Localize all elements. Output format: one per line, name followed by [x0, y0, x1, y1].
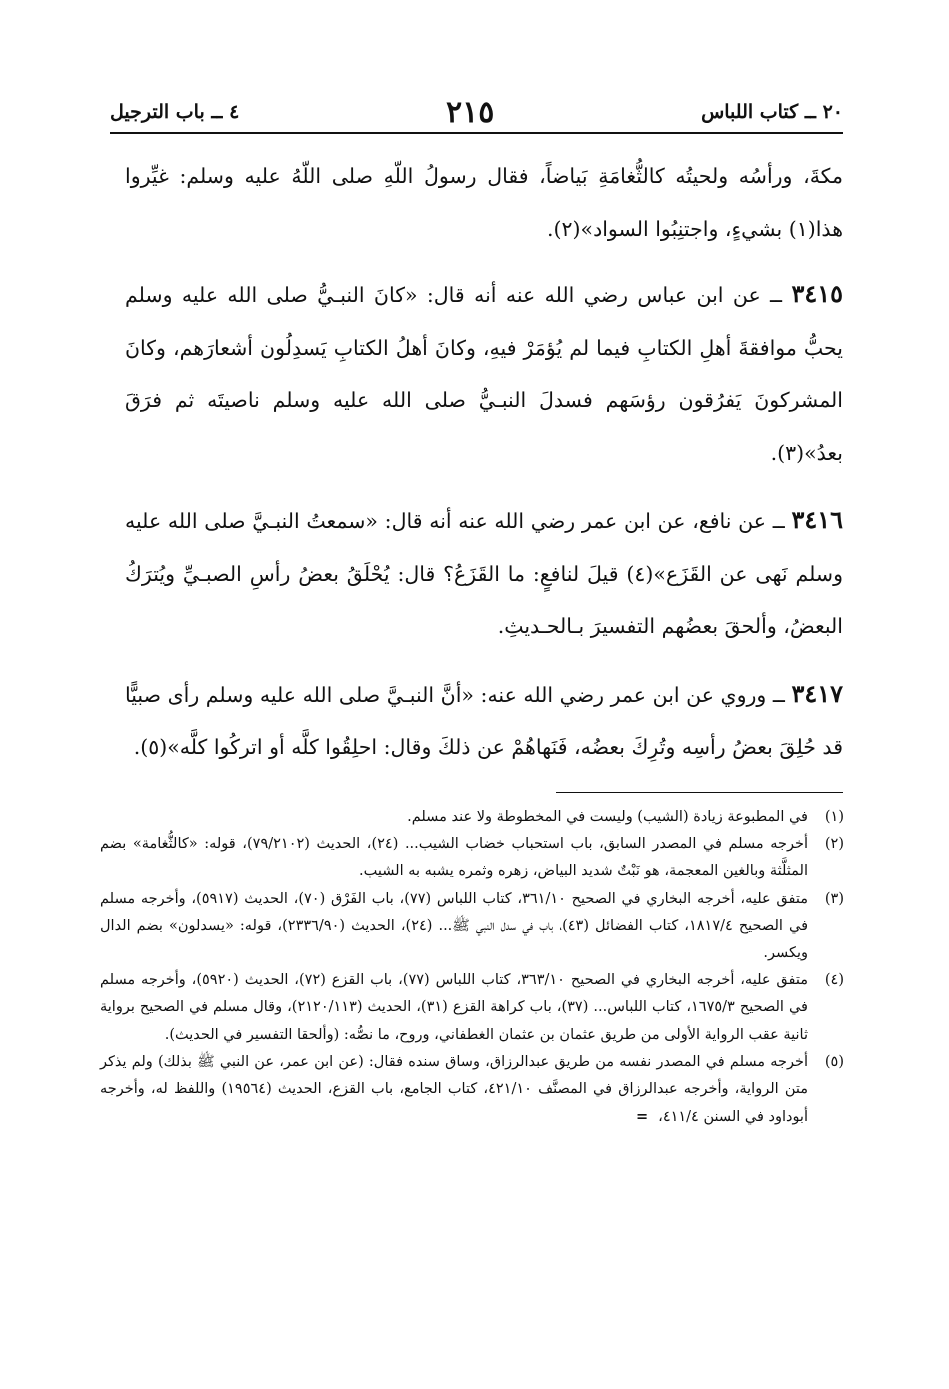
footnote-3	[100, 886, 844, 968]
section-title: ٤ ــ باب الترجيل	[110, 101, 240, 123]
footnote-marker: (٥)	[824, 1053, 844, 1070]
hadith-number: ٣٤١٧	[791, 678, 843, 708]
page-number: ٢١٥	[446, 94, 495, 130]
footnote-text: متفق عليه، أخرجه البخاري في الصحيح ٣٦٣/١٠، كتاب اللباس (٧٧)، باب القزع (٧٢)، الحديث (٥٩٢٠)، وأخرجه مسلم في الصحيح ١٦٧٥/٣، كتاب اللباس... (٣٧)، باب كراهة القزع (٣١)، الحديث (٢١٢٠/١١٣)، وقال مسلم في الصحيح برواية ثانية عقب الرواية الأولى من طريق عثمان بن عثمان الغطفاني، وروح، ما نصُّه: (وألحقا التفسير في الحديث).	[100, 972, 808, 1043]
footnote-text: متفق عليه، أخرجه البخاري في الصحيح ٣٦١/١٠، كتاب اللباس (٧٧)، باب الفَرْق (٧٠)، الحديث (٥٩١٧)، وأخرجه مسلم في الصحيح ١٨١٧/٤، كتاب الفضائل (٤٣)، باب في سدل النبي ﷺ... (٢٤)، الحديث (٢٣٣٦/٩٠)، قوله: «يسدلون» بضم الدال ويكسر.	[100, 890, 809, 962]
paragraph-text: ــ وروي عن ابن عمر رضي الله عنه: «أنَّ النبـيَّ صلى الله عليه وسلم رأى صبيًّا قد حُلِقَ بعضُ رأسِه وتُرِكَ بعضُه، فَنَهاهُمْ عن ذلكَ وقال: احلِقُوا كلَّه أو اتركُوا كلَّه»(٥).	[125, 682, 843, 759]
footnote-marker: (٢)	[824, 836, 844, 853]
footnote-divider	[556, 792, 843, 793]
footnote-text: أخرجه مسلم في المصدر السابق، باب استحباب خضاب الشيب... (٢٤)، الحديث (٧٩/٢١٠٢)، قوله: «كالثُّغامة» بضم المثلَّثة وبالغين المعجمة، هو نَبْتٌ شديد البياض، زهره وثمره يشبه به الشيب.	[100, 836, 808, 880]
footnote-1	[100, 804, 844, 831]
footnote-2	[100, 831, 844, 885]
paragraph-text: مكةَ، ورأسُه ولحيتُه كالثُّغامَةِ بَياضاً، فقال رسولُ اللّهِ صلى اللّهُ عليه وسلم: غيِّروا هذا(١) بشيءٍ، واجتنِبُوا السواد»(٢).	[125, 164, 843, 241]
footnote-text: في المطبوعة زيادة (الشيب) وليست في المخطوطة ولا عند مسلم.	[407, 809, 808, 825]
paragraph-continuation	[125, 150, 843, 255]
footnote-body: أخرجه مسلم في المصدر نفسه من طريق عبدالرزاق، وساق سنده فقال: (عن ابن عمر، عن النبي ﷺ بذلك) ولم يذكر متن الرواية، وأخرجه عبدالرزاق في المصنَّف ٤٢١/١٠، كتاب الجامع، باب القزع، الحديث (١٩٥٦٤) واللفظ له، وأخرجه أبوداود في السنن ٤١١/٤،	[100, 1053, 808, 1126]
footnote-marker: (١)	[824, 809, 844, 825]
footnote-5	[100, 1049, 844, 1132]
paragraph-text: ــ عن ابن عباس رضي الله عنه أنه قال: «كانَ النبـيُّ صلى الله عليه وسلم يحبُّ موافقةَ أهلِ الكتابِ فيما لم يُؤمَرْ فيهِ، وكانَ أهلُ الكتابِ يَسدِلُون أشعارَهم، وكانَ المشركونَ يَفرُقون رؤسَهم فسدلَ النبـيُّ صلى الله عليه وسلم ناصيتَه ثم فرَقَ بعدُ»(٣).	[125, 283, 843, 465]
main-text	[125, 150, 843, 789]
footnote-4	[100, 967, 844, 1049]
footnote-text	[100, 1049, 808, 1132]
paragraph-text: ــ عن نافع، عن ابن عمر رضي الله عنه أنه قال: «سمعتُ النبـيَّ صلى الله عليه وسلم نَهى عن القَزَع»(٤) قيلَ لنافعٍ: ما القَزَعُ؟ قال: يُحْلَقُ بعضُ رأسِ الصبـيِّ ويُترَكُ البعضُ، وألحقَ بعضُهم التفسيرَ بـالحـديثِ.	[125, 509, 843, 638]
page-header	[110, 92, 843, 134]
hadith-3415	[125, 268, 843, 479]
continuation-mark: =	[635, 1108, 649, 1126]
chapter-title: ٢٠ ــ كتاب اللباس	[701, 101, 843, 123]
hadith-3416	[125, 494, 843, 653]
footnote-marker: (٣)	[824, 890, 844, 907]
hadith-number: ٣٤١٥	[791, 279, 843, 308]
hadith-3417	[125, 668, 843, 774]
hadith-number: ٣٤١٦	[791, 505, 843, 534]
footnotes	[100, 804, 844, 1131]
footnote-marker: (٤)	[824, 972, 844, 989]
